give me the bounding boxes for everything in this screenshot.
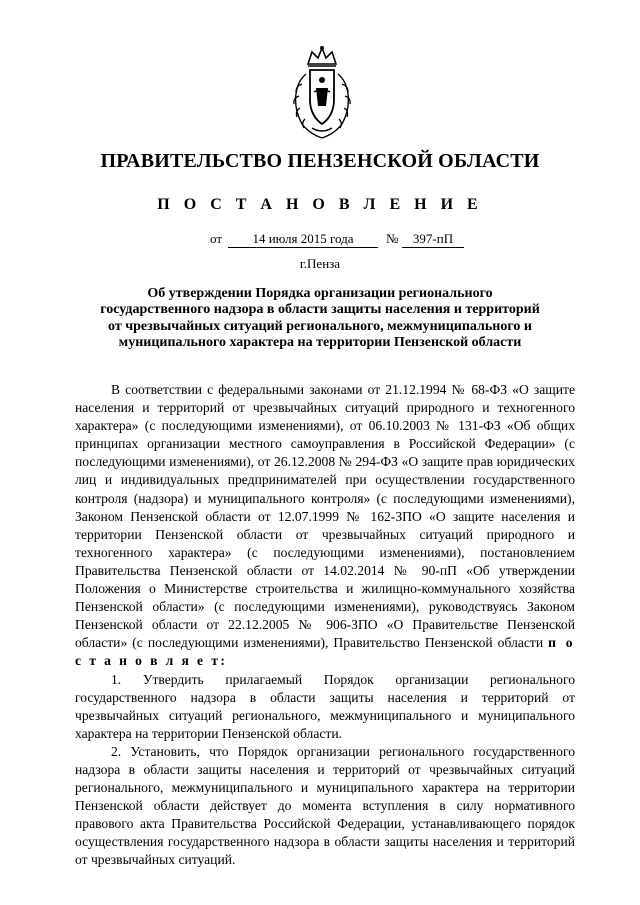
item-2-paragraph: 2. Установить, что Порядок организации регионального государственного надзора в области защиты населения и территорий от чрезвычайных ситуаций регионального, межмуниципального и муниципального характера на территории Пензенской области действует до момента вступления в силу нормативного правового акта Правительства Российской Федерации, устанавливающего порядок осуществления государственного надзора в области защиты населения и территорий от чрезвычайных ситуаций. — [75, 743, 575, 868]
number-prefix: № — [386, 231, 399, 246]
preamble-text: В соответствии с федеральными законами от 21.12.1994 № 68-ФЗ «О защите населения и территорий от чрезвычайных ситуаций природного и техногенного характера» (с последующими изменениями), от 06.10.2003 № 131-ФЗ «Об общих принципах организации местного самоуправления в Российской Федерации» (с последующими изменениями), от 26.12.2008 № 294-ФЗ «О защите прав юридических лиц и индивидуальных предпринимателей при осуществлении государственного контроля (надзора) и муниципального контроля» (с последующими изменениями), Законом Пензенской области от 12.07.1999 № 162-ЗПО «О защите населения и территории Пензенской области от чрезвычайных ситуаций природного и техногенного характера» (с последующими изменениями), постановлением Правительства Пензенской области от 14.02.2014 № 90-пП «Об утверждении Положения о Министерстве строительства и жилищно-коммунального хозяйства Пензенской области» (с последующими изменениями), руководствуясь Законом Пензенской области от 22.12.2005 № 906-ЗПО «О Правительстве Пензенской области» (с последующими изменениями), Правительство Пензенской области — [75, 382, 575, 651]
resolves-word: п о с т а н о в л я е т: — [75, 635, 575, 669]
government-title: ПРАВИТЕЛЬСТВО ПЕНЗЕНСКОЙ ОБЛАСТИ — [100, 150, 540, 172]
document-body — [75, 381, 575, 870]
coat-of-arms-emblem — [282, 44, 362, 144]
document-kind-title: П О С Т А Н О В Л Е Н И Е — [157, 196, 483, 213]
date-value: 14 июля 2015 года — [228, 231, 378, 248]
city-label: г.Пенза — [299, 256, 341, 271]
date-number-line — [210, 231, 470, 249]
preamble-paragraph — [75, 381, 575, 671]
date-prefix: от — [210, 231, 223, 246]
number-value: 397-пП — [402, 231, 464, 248]
document-subject: Об утверждении Порядка организации регионального государственного надзора в области защиты населения и территорий от чрезвычайных ситуаций регионального, межмуниципального и муниципального характера на территории Пензенской области — [100, 286, 540, 350]
item-1-paragraph: 1. Утвердить прилагаемый Порядок организации регионального государственного надзора в области защиты населения и территорий от чрезвычайных ситуаций регионального, межмуниципального и муниципального характера на территории Пензенской области. — [75, 671, 575, 741]
